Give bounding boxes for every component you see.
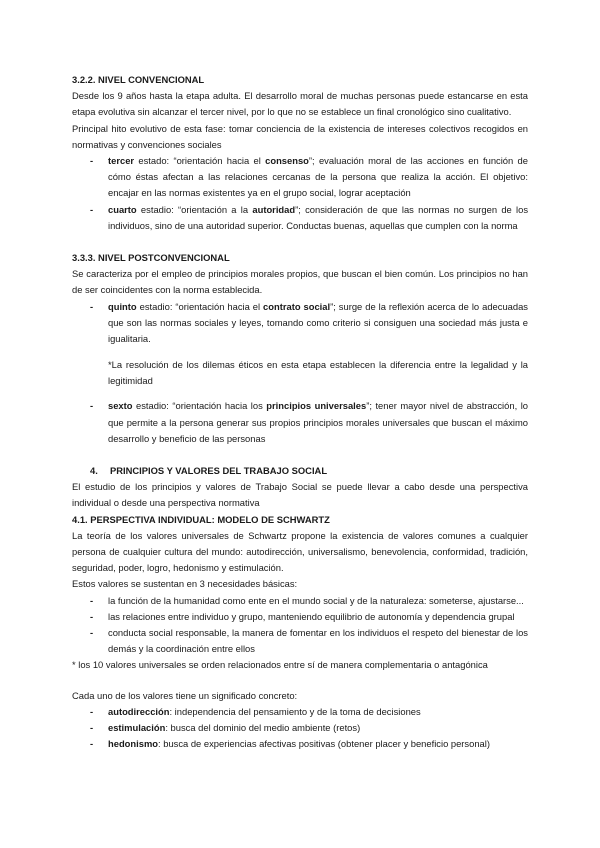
bold-term: hedonismo bbox=[108, 738, 159, 750]
stage-list bbox=[72, 299, 528, 348]
list-item bbox=[72, 625, 528, 657]
paragraph: La teoría de los valores universales de Schwartz propone la existencia de valores comunes a cualquier persona de cualquier cultura del mundo: autodirección, universalismo, benevolencia, conformidad, tradición, seguridad, poder, logro, hedonismo y estimulación. bbox=[72, 529, 528, 574]
paragraph: Principal hito evolutivo de esta fase: tomar conciencia de la existencia de intereses colectivos recogidos en normativas y convenciones sociales bbox=[72, 122, 528, 150]
bold-term: cuarto bbox=[108, 203, 137, 215]
spacer bbox=[72, 674, 528, 688]
dash-bullet: - bbox=[90, 155, 94, 167]
item-text: ”; evaluación moral de las acciones en función de cómo éstas afectan a las relaciones cercanas de la persona que realiza la acción. El objetivo: encajar en las normas existentes ya en el grupo social, lograr aceptación bbox=[108, 155, 528, 199]
list-item bbox=[72, 153, 528, 202]
document-page bbox=[72, 72, 528, 753]
section-heading-4 bbox=[72, 463, 528, 479]
paragraph: Desde los 9 años hasta la etapa adulta. El desarrollo moral de muchas personas puede estancarse en esta etapa evolutiva sin alcanzar el tercer nivel, por lo que no se establece un final cronológico sino cualitativo. bbox=[72, 90, 528, 118]
section-number: 4. bbox=[90, 465, 98, 477]
paragraph: Cada uno de los valores tiene un significado concreto: bbox=[72, 689, 298, 701]
bold-term: tercer bbox=[108, 155, 135, 167]
item-text: ”; consideración de que las normas no surgen de los individuos, sino de una autoridad superior. Conductas buenas, aquellas que cumplen con la norma bbox=[108, 203, 529, 231]
dash-bullet: - bbox=[90, 400, 94, 412]
section-heading-4-1: 4.1. PERSPECTIVA INDIVIDUAL: MODELO DE SCHWARTZ bbox=[72, 513, 330, 525]
bold-term: autodirección bbox=[108, 705, 170, 717]
needs-list bbox=[72, 593, 528, 658]
dash-bullet: - bbox=[90, 594, 94, 606]
section-heading-3-3-3: 3.3.3. NIVEL POSTCONVENCIONAL bbox=[72, 252, 230, 264]
dash-bullet: - bbox=[90, 203, 94, 215]
section-heading-3-2-2: 3.2.2. NIVEL CONVENCIONAL bbox=[72, 74, 205, 85]
item-text: : independencia del pensamiento y de la toma de decisiones bbox=[169, 705, 421, 717]
dash-bullet: - bbox=[90, 300, 94, 312]
dash-bullet: - bbox=[90, 610, 94, 622]
stage-list bbox=[72, 153, 528, 234]
paragraph: Estos valores se sustentan en 3 necesidades básicas: bbox=[72, 578, 298, 590]
values-list bbox=[72, 704, 528, 753]
spacer bbox=[72, 447, 528, 463]
list-item bbox=[72, 593, 528, 609]
footnote: * los 10 valores universales se orden relacionados entre sí de manera complementaria o antagónica bbox=[72, 659, 488, 671]
bold-term: sexto bbox=[108, 400, 133, 412]
bold-term: estimulación bbox=[108, 722, 166, 734]
paragraph: Se caracteriza por el empleo de principios morales propios, que buscan el bien común. Los principios no han de ser coincidentes con la norma establecida. bbox=[72, 268, 528, 296]
item-text: ”; surge de la reflexión acerca de lo adecuadas que son las normas sociales y leyes, tomando como criterio si consiguen una sociedad más justa e igualitaria. bbox=[108, 300, 528, 345]
dash-bullet: - bbox=[90, 722, 94, 734]
dash-bullet: - bbox=[90, 627, 94, 639]
bold-term: principios universales bbox=[266, 400, 367, 412]
item-text: estadio: “orientación hacia el bbox=[136, 300, 264, 312]
dash-bullet: - bbox=[90, 705, 94, 717]
list-item bbox=[72, 202, 528, 234]
note: *La resolución de los dilemas éticos en esta etapa establecen la diferencia entre la legalidad y la legitimidad bbox=[108, 358, 528, 386]
list-item bbox=[72, 609, 528, 625]
item-text: ”; tener mayor nivel de abstracción, lo que permite a la persona generar sus propios principios morales universales que buscan el máximo desarrollo y beneficio de las personas bbox=[108, 400, 528, 444]
paragraph: El estudio de los principios y valores de Trabajo Social se puede llevar a cabo desde una perspectiva individual o desde una perspectiva normativa bbox=[72, 481, 528, 509]
list-item bbox=[72, 299, 528, 348]
list-item bbox=[72, 398, 528, 447]
item-text: : busca de experiencias afectivas positivas (obtener placer y beneficio personal) bbox=[158, 738, 490, 750]
dash-bullet: - bbox=[90, 738, 94, 750]
list-item bbox=[72, 704, 528, 720]
bold-term: quinto bbox=[108, 300, 137, 312]
item-text: estadio: “orientación a la bbox=[136, 203, 253, 215]
item-text: conducta social responsable, la manera de fomentar en los individuos el respeto del bienestar de los demás y la coordinación entre ellos bbox=[108, 627, 528, 655]
item-text: las relaciones entre individuo y grupo, manteniendo equilibrio de autonomía y dependencia grupal bbox=[108, 610, 515, 622]
bold-term: autoridad bbox=[252, 203, 296, 215]
bold-term: contrato social bbox=[263, 300, 331, 312]
item-text: estado: “orientación hacia el bbox=[134, 155, 266, 167]
item-text: la función de la humanidad como ente en el mundo social y de la naturaleza: someterse, ajustarse... bbox=[108, 594, 524, 606]
section-title: PRINCIPIOS Y VALORES DEL TRABAJO SOCIAL bbox=[110, 465, 328, 477]
list-item bbox=[72, 720, 528, 736]
bold-term: consenso bbox=[265, 155, 309, 167]
list-item bbox=[72, 736, 528, 752]
item-text: : busca del dominio del medio ambiente (retos) bbox=[165, 722, 361, 734]
spacer bbox=[72, 234, 528, 250]
stage-list bbox=[72, 398, 528, 447]
item-text: estadio: “orientación hacia los bbox=[132, 400, 267, 412]
